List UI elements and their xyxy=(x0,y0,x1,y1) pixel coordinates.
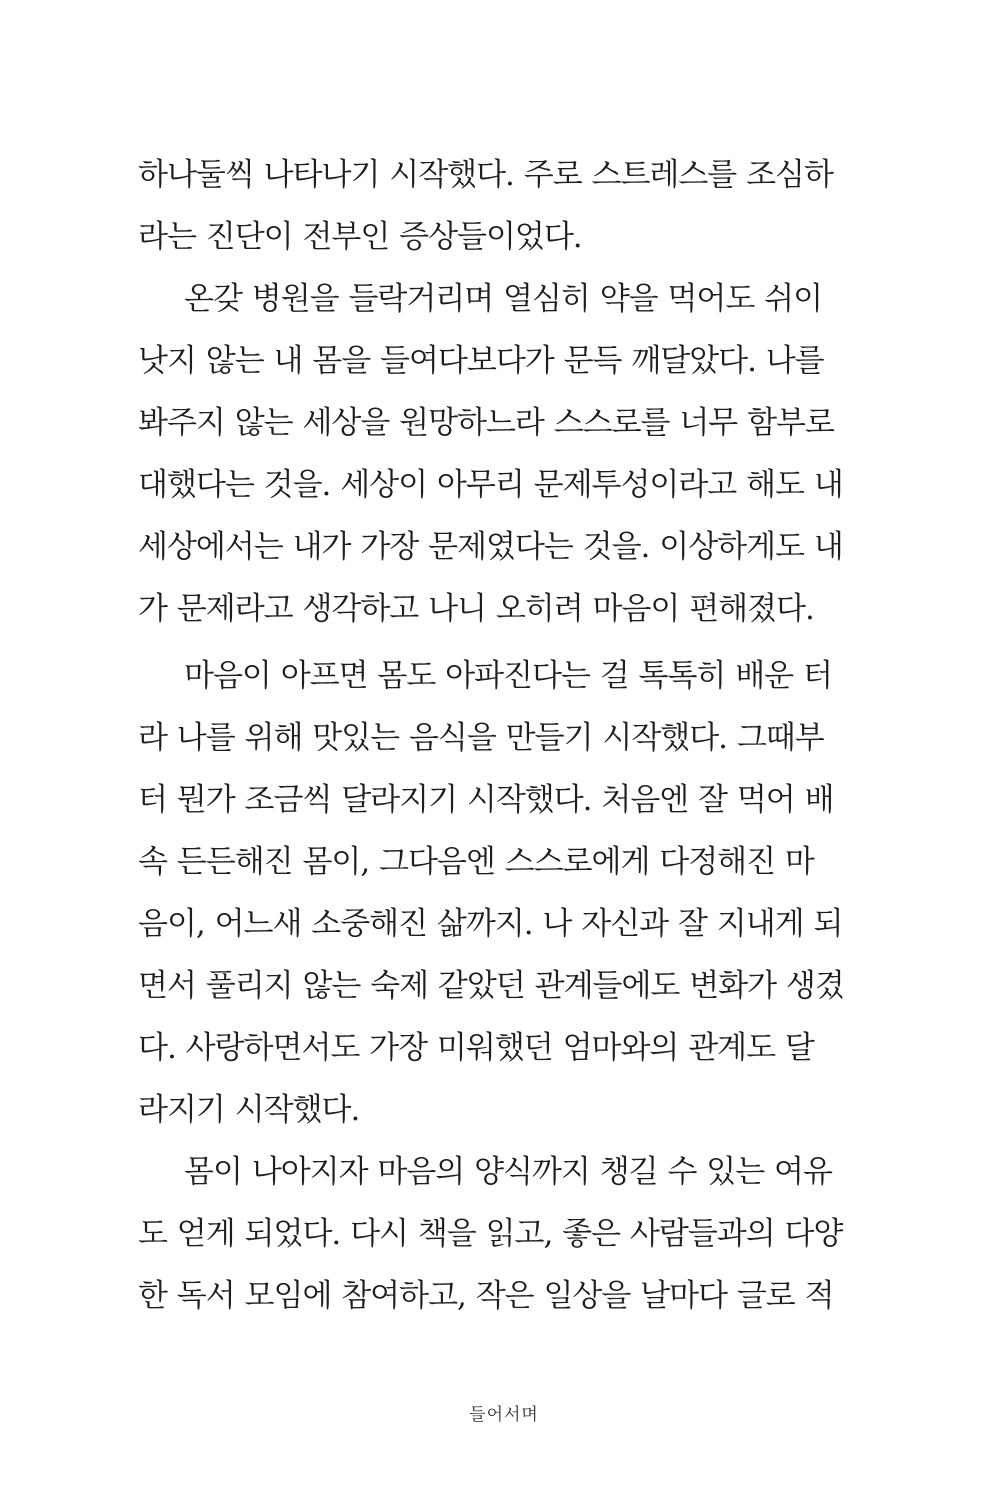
text-line: 속 든든해진 몸이, 그다음엔 스스로에게 다정해진 마 xyxy=(138,844,814,880)
running-footer-title: 들어서며 xyxy=(469,1405,539,1425)
text-line: 도 얻게 되었다. 다시 책을 읽고, 좋은 사람들과의 다양 xyxy=(138,1216,843,1252)
text-line: 세상에서는 내가 가장 문제였다는 것을. 이상하게도 내 xyxy=(138,529,843,565)
text-line: 한 독서 모임에 참여하고, 작은 일상을 날마다 글로 적 xyxy=(138,1278,834,1314)
text-line: 하나둘씩 나타나기 시작했다. 주로 스트레스를 조심하 xyxy=(138,157,833,193)
text-line: 터 뭔가 조금씩 달라지기 시작했다. 처음엔 잘 먹어 배 xyxy=(138,782,834,818)
text-line: 대했다는 것을. 세상이 아무리 문제투성이라고 해도 내 xyxy=(138,467,843,503)
paragraph-start-line: 마음이 아프면 몸도 아파진다는 걸 톡톡히 배운 터 xyxy=(184,658,832,694)
text-line: 라지기 시작했다. xyxy=(138,1092,360,1128)
body-text-section-2 xyxy=(138,645,844,1327)
text-line: 가 문제라고 생각하고 나니 오히려 마음이 편해졌다. xyxy=(138,591,814,627)
text-line: 낫지 않는 내 몸을 들여다보다가 문득 깨달았다. 나를 xyxy=(138,343,824,379)
text-line: 다. 사랑하면서도 가장 미워했던 엄마와의 관계도 달 xyxy=(138,1030,814,1066)
paragraph-start-line: 온갖 병원을 들락거리며 열심히 약을 먹어도 쉬이 xyxy=(184,281,823,317)
body-text-section-1 xyxy=(138,144,843,640)
paragraph-start-line: 몸이 나아지자 마음의 양식까지 챙길 수 있는 여유 xyxy=(184,1154,832,1190)
text-line: 라는 진단이 전부인 증상들이었다. xyxy=(138,219,582,255)
text-line: 면서 풀리지 않는 숙제 같았던 관계들에도 변화가 생겼 xyxy=(138,968,844,1004)
text-line: 봐주지 않는 세상을 원망하느라 스스로를 너무 함부로 xyxy=(138,405,834,441)
text-line: 음이, 어느새 소중해진 삶까지. 나 자신과 잘 지내게 되 xyxy=(138,906,843,942)
text-line: 라 나를 위해 맛있는 음식을 만들기 시작했다. 그때부 xyxy=(138,720,824,756)
